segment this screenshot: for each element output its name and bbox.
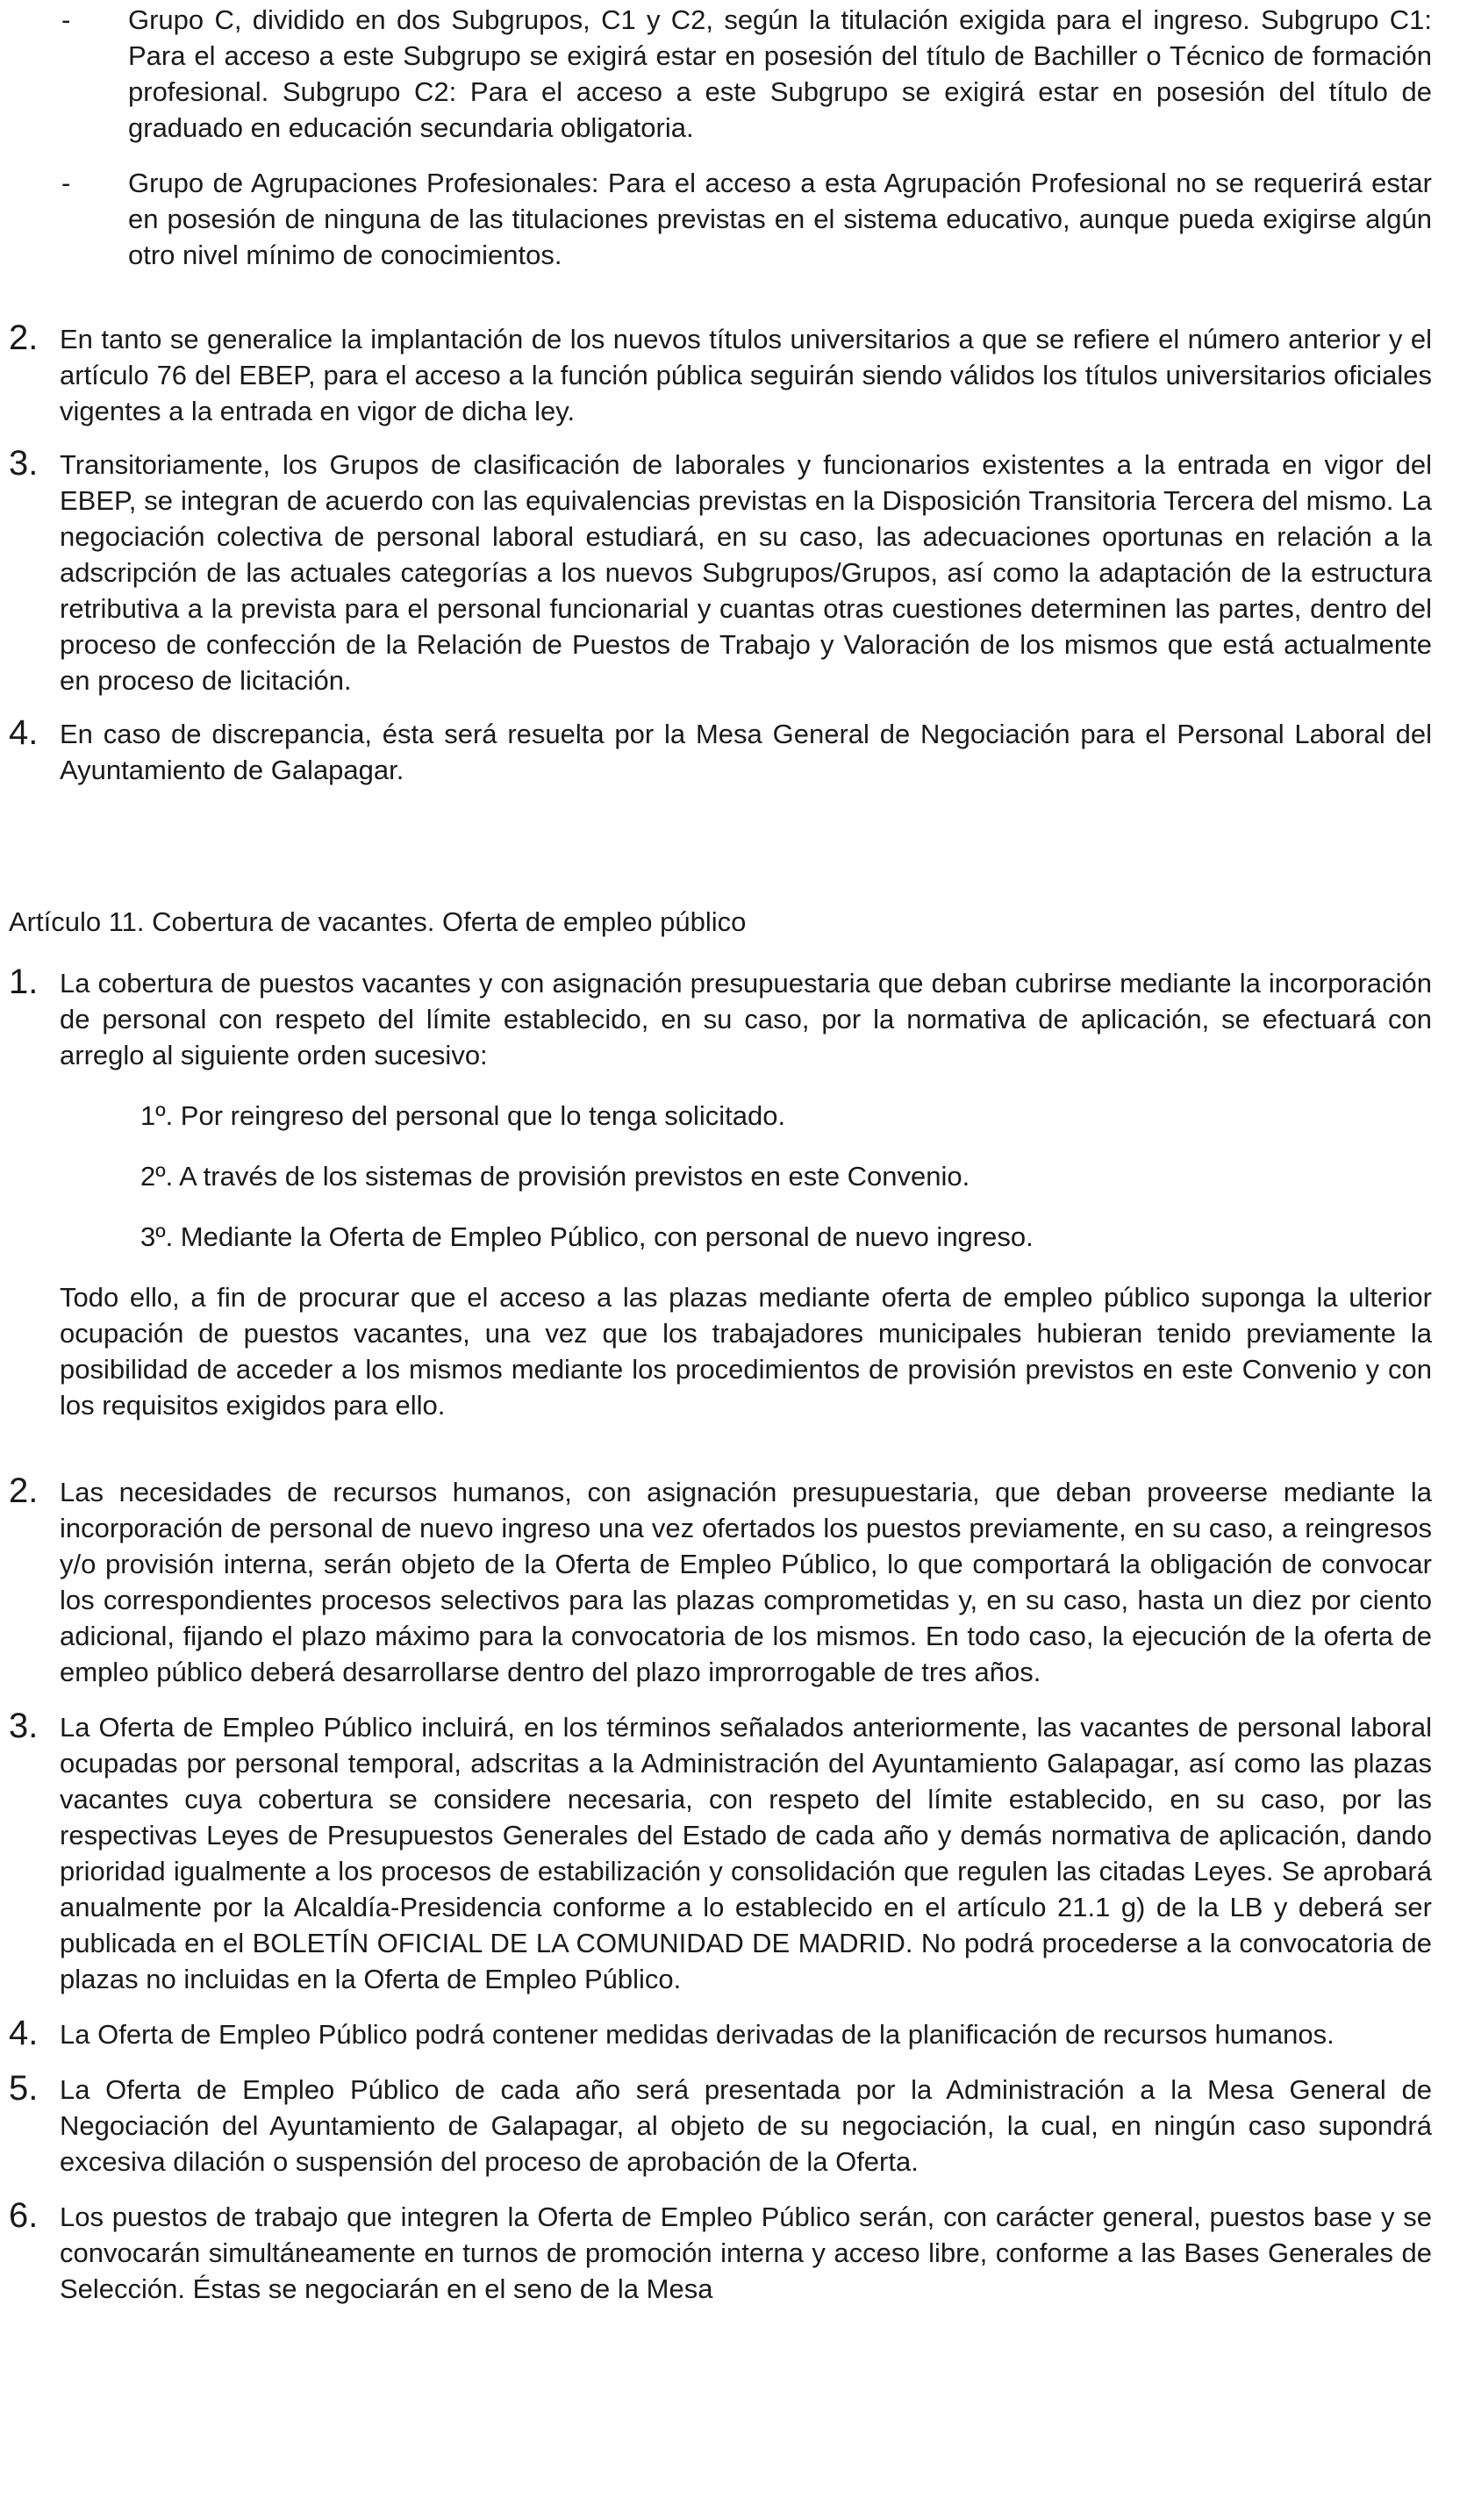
closing-paragraph: Todo ello, a fin de procurar que el acceso a las plazas mediante oferta de empleo público suponga la ulterior ocupación de puestos vacantes, una vez que los trabajadores municipales hubieran tenido previamente la posibilidad de acceder a los mismos mediante los procedimientos de provisión previstos en este Convenio y con los requisitos exigidos para ello. <box>60 1282 1432 1421</box>
article-11-list <box>9 1471 1453 2307</box>
item-number: 1. <box>9 963 39 1001</box>
item-number: 2. <box>9 319 39 357</box>
item-number: 3. <box>9 444 39 483</box>
item-text: En caso de discrepancia, ésta será resuelta por la Mesa General de Negociación para el Personal Laboral del Ayuntamiento de Galapagar. <box>60 719 1432 785</box>
numbered-item <box>9 2069 1453 2180</box>
item-text: Los puestos de trabajo que integren la Oferta de Empleo Público serán, con carácter general, puestos base y se convocarán simultáneamente en turnos de promoción interna y acceso libre, conforme a las Bases Generales de Selección. Éstas se negociarán en el seno de la Mesa <box>60 2201 1432 2304</box>
article-heading: Artículo 11. Cobertura de vacantes. Oferta de empleo público <box>9 906 747 937</box>
article-10-list <box>9 321 1453 788</box>
item-text: La Oferta de Empleo Público incluirá, en los términos señalados anteriormente, las vacantes de personal laboral ocupadas por personal temporal, adscritas a la Administración del Ayuntamiento Galapagar, así como las plazas vacantes cuya cobertura se considere necesaria, con respeto del límite establecido, en su caso, por las respectivas Leyes de Presupuestos Generales del Estado de cada año y demás normativa de aplicación, dando prioridad igualmente a los procesos de estabilización y consolidación que regulen las citadas Leyes. Se aprobará anualmente por la Alcaldía-Presidencia conforme a lo establecido en el artículo 21.1 g) de la LB y deberá ser publicada en el BOLETÍN OFICIAL DE LA COMUNIDAD DE MADRID. No podrá procederse a la convocatoria de plazas no incluidas en la Oferta de Empleo Público. <box>60 1712 1432 1994</box>
item-number: 4. <box>9 2014 39 2052</box>
dash-item-text: Grupo C, dividido en dos Subgrupos, C1 y C2, según la titulación exigida para el ingreso. Subgrupo C1: Para el acceso a este Subgrupo se exigirá estar en posesión del título de Bachiller o Técnico de formación profesional. Subgrupo C2: Para el acceso a este Subgrupo se exigirá estar en posesión del título de graduado en educación secundaria obligatoria. <box>128 4 1432 143</box>
numbered-item <box>9 1471 1453 1690</box>
order-step: 3º. Mediante la Oferta de Empleo Público, con personal de nuevo ingreso. <box>140 1221 1034 1252</box>
article-11-item-1 <box>9 965 1453 1423</box>
dash-item-text: Grupo de Agrupaciones Profesionales: Para el acceso a esta Agrupación Profesional no se requerirá estar en posesión de ninguna de las titulaciones previstas en el sistema educativo, aunque pueda exigirse algún otro nivel mínimo de conocimientos. <box>128 168 1432 270</box>
item-text: Las necesidades de recursos humanos, con asignación presupuestaria, que deban proveerse mediante la incorporación de personal de nuevo ingreso una vez ofertados los puestos previamente, en su caso, a reingresos y/o provisión interna, serán objeto de la Oferta de Empleo Público, lo que comportará la obligación de convocar los correspondientes procesos selectivos para las plazas comprometidas y, en su caso, hasta un diez por ciento adicional, fijando el plazo máximo para la convocatoria de los mismos. En todo caso, la ejecución de la oferta de empleo público deberá desarrollarse dentro del plazo improrrogable de tres años. <box>60 1477 1432 1687</box>
numbered-item <box>9 444 1453 698</box>
item-text: La cobertura de puestos vacantes y con asignación presupuestaria que deban cubrirse mediante la incorporación de personal con respeto del límite establecido, en su caso, por la normativa de aplicación, se efectuará con arreglo al siguiente orden sucesivo: <box>60 968 1432 1070</box>
numbered-item <box>9 1709 1453 1997</box>
order-step: 2º. A través de los sistemas de provisión previstos en este Convenio. <box>140 1161 970 1192</box>
item-text: La Oferta de Empleo Público podrá contener medidas derivadas de la planificación de recursos humanos. <box>60 2019 1334 2050</box>
numbered-item <box>9 321 1453 429</box>
item-text: Transitoriamente, los Grupos de clasificación de laborales y funcionarios existentes a la entrada en vigor del EBEP, se integran de acuerdo con las equivalencias previstas en la Disposición Transitoria Tercera del mismo. La negociación colectiva de personal laboral estudiará, en su caso, las adecuaciones oportunas en relación a la adscripción de las actuales categorías a los nuevos Subgrupos/Grupos, así como la adaptación de la estructura retributiva a la prevista para el personal funcionarial y cuantas otras cuestiones determinen las partes, dentro del proceso de confección de la Relación de Puestos de Trabajo y Valoración de los mismos que está actualmente en proceso de licitación. <box>60 449 1432 696</box>
dash-item: - Grupo C, dividido en dos Subgrupos, C1 y C2, según la titulación exigida para el ingreso. Subgrupo C1: Para el acceso a este Subgrupo se exigirá estar en posesión del título de Bachiller o Técnico de formación profesional. Subgrupo C2: Para el acceso a este Subgrupo se exigirá estar en posesión del título de graduado en educación secundaria obligatoria. <box>61 4 1432 143</box>
dash-list <box>9 2 1453 273</box>
numbered-item <box>9 2196 1453 2307</box>
numbered-item <box>9 2016 1453 2052</box>
item-number: 4. <box>9 713 39 752</box>
dash-item: - Grupo de Agrupaciones Profesionales: Para el acceso a esta Agrupación Profesional no se requerirá estar en posesión de ninguna de las titulaciones previstas en el sistema educativo, aunque pueda exigirse algún otro nivel mínimo de conocimientos. <box>61 168 1432 270</box>
order-step: 1º. Por reingreso del personal que lo tenga solicitado. <box>140 1100 786 1131</box>
item-text: En tanto se generalice la implantación de los nuevos títulos universitarios a que se refiere el número anterior y el artículo 76 del EBEP, para el acceso a la función pública seguirán siendo válidos los títulos universitarios oficiales vigentes a la entrada en vigor de dicha ley. <box>60 324 1432 426</box>
numbered-item <box>9 713 1453 788</box>
item-text: La Oferta de Empleo Público de cada año será presentada por la Administración a la Mesa General de Negociación del Ayuntamiento de Galapagar, al objeto de su negociación, la cual, en ningún caso supondrá excesiva dilación o suspensión del proceso de aprobación de la Oferta. <box>60 2074 1432 2177</box>
numbered-item <box>9 965 1453 1073</box>
item-number: 5. <box>9 2069 39 2108</box>
item-number: 2. <box>9 1471 39 1510</box>
item-number: 6. <box>9 2196 39 2235</box>
item-number: 3. <box>9 1707 39 1745</box>
